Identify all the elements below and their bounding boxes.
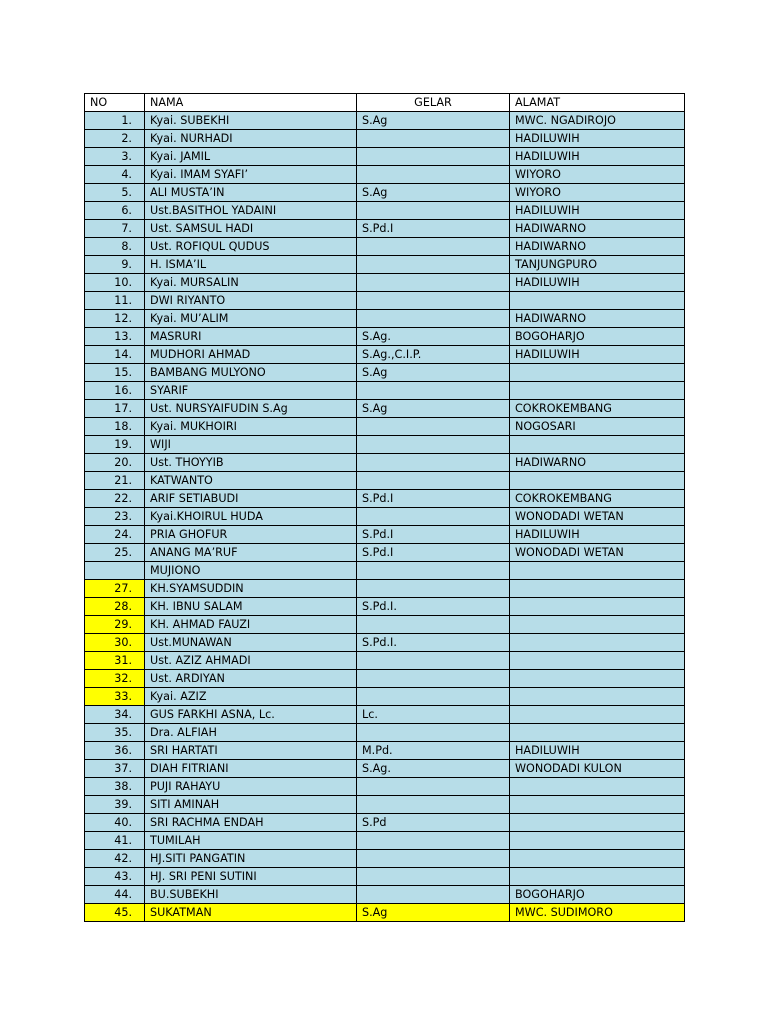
header-gelar: GELAR [357,94,510,112]
cell-nama: Kyai. IMAM SYAFI’ [145,166,357,184]
table-row [85,148,685,166]
cell-nama: Kyai. JAMIL [145,148,357,166]
cell-nama: KH. IBNU SALAM [145,598,357,616]
cell-no: 32. [85,670,145,688]
cell-nama: SRI RACHMA ENDAH [145,814,357,832]
cell-nama: KATWANTO [145,472,357,490]
cell-no: 1. [85,112,145,130]
cell-alamat [510,580,685,598]
table-row [85,760,685,778]
cell-alamat [510,868,685,886]
cell-no: 21. [85,472,145,490]
cell-alamat: WONODADI WETAN [510,508,685,526]
table-body [85,112,685,922]
cell-nama: Kyai. MUKHOIRI [145,418,357,436]
cell-nama: Ust.BASITHOL YADAINI [145,202,357,220]
cell-alamat [510,670,685,688]
cell-gelar: M.Pd. [357,742,510,760]
cell-gelar: S.Ag.,C.I.P. [357,346,510,364]
cell-no: 27. [85,580,145,598]
cell-no: 18. [85,418,145,436]
cell-alamat: HADIWARNO [510,454,685,472]
cell-alamat: MWC. NGADIROJO [510,112,685,130]
cell-nama: ALI MUSTA’IN [145,184,357,202]
table-row [85,364,685,382]
table-row [85,490,685,508]
cell-nama: Kyai. SUBEKHI [145,112,357,130]
cell-alamat [510,436,685,454]
table-row [85,886,685,904]
cell-gelar [357,868,510,886]
cell-alamat [510,778,685,796]
cell-nama: PRIA GHOFUR [145,526,357,544]
cell-nama: MUJIONO [145,562,357,580]
cell-nama: SITI AMINAH [145,796,357,814]
header-no: NO [85,94,145,112]
table-row [85,562,685,580]
cell-nama: DWI RIYANTO [145,292,357,310]
table-row [85,112,685,130]
cell-no: 17. [85,400,145,418]
cell-alamat: HADILUWIH [510,526,685,544]
cell-gelar: S.Ag [357,400,510,418]
cell-gelar: S.Pd.I. [357,634,510,652]
cell-alamat: NOGOSARI [510,418,685,436]
cell-gelar [357,670,510,688]
cell-gelar: S.Ag [357,904,510,922]
table-row [85,472,685,490]
cell-alamat [510,688,685,706]
cell-alamat: HADIWARNO [510,238,685,256]
cell-gelar [357,274,510,292]
cell-alamat: HADILUWIH [510,130,685,148]
cell-no: 19. [85,436,145,454]
cell-no: 41. [85,832,145,850]
cell-gelar [357,418,510,436]
cell-nama: Dra. ALFIAH [145,724,357,742]
table-row [85,310,685,328]
cell-no: 43. [85,868,145,886]
header-nama: NAMA [145,94,357,112]
cell-gelar [357,166,510,184]
cell-no: 13. [85,328,145,346]
cell-no: 6. [85,202,145,220]
table-row [85,418,685,436]
cell-alamat: TANJUNGPURO [510,256,685,274]
table-row [85,850,685,868]
table-row [85,328,685,346]
cell-nama: SUKATMAN [145,904,357,922]
cell-alamat: HADIWARNO [510,310,685,328]
cell-no: 28. [85,598,145,616]
cell-nama: WIJI [145,436,357,454]
cell-alamat [510,634,685,652]
cell-gelar: S.Ag. [357,328,510,346]
cell-alamat [510,364,685,382]
cell-gelar: S.Ag. [357,760,510,778]
cell-no: 39. [85,796,145,814]
cell-no: 34. [85,706,145,724]
table-row [85,742,685,760]
cell-alamat [510,652,685,670]
cell-gelar: S.Pd.I. [357,598,510,616]
cell-alamat [510,832,685,850]
table-row [85,184,685,202]
cell-gelar: Lc. [357,706,510,724]
table-row [85,688,685,706]
table-row [85,616,685,634]
cell-gelar [357,238,510,256]
cell-no: 33. [85,688,145,706]
table-row [85,544,685,562]
table-row [85,202,685,220]
table-header [85,94,685,112]
cell-nama: BAMBANG MULYONO [145,364,357,382]
cell-no: 8. [85,238,145,256]
cell-no: 3. [85,148,145,166]
table-row [85,580,685,598]
cell-no: 7. [85,220,145,238]
cell-no: 35. [85,724,145,742]
cell-alamat: HADILUWIH [510,202,685,220]
table-row [85,706,685,724]
cell-no: 31. [85,652,145,670]
cell-no: 29. [85,616,145,634]
cell-no: 20. [85,454,145,472]
cell-no: 5. [85,184,145,202]
header-row [85,94,685,112]
cell-no: 25. [85,544,145,562]
cell-no: 37. [85,760,145,778]
cell-no: 10. [85,274,145,292]
cell-nama: SYARIF [145,382,357,400]
header-alamat: ALAMAT [510,94,685,112]
table-row [85,778,685,796]
cell-gelar [357,796,510,814]
cell-nama: HJ.SITI PANGATIN [145,850,357,868]
cell-gelar [357,616,510,634]
cell-nama: Kyai. AZIZ [145,688,357,706]
cell-gelar [357,292,510,310]
member-table [84,93,685,922]
cell-alamat: COKROKEMBANG [510,490,685,508]
cell-alamat: HADILUWIH [510,346,685,364]
cell-alamat: COKROKEMBANG [510,400,685,418]
cell-alamat [510,814,685,832]
cell-nama: HJ. SRI PENI SUTINI [145,868,357,886]
table-row [85,634,685,652]
cell-gelar [357,832,510,850]
cell-gelar [357,508,510,526]
cell-nama: GUS FARKHI ASNA, Lc. [145,706,357,724]
cell-nama: Kyai. MU’ALIM [145,310,357,328]
table-row [85,220,685,238]
cell-alamat: HADILUWIH [510,148,685,166]
cell-no: 45. [85,904,145,922]
table-row [85,868,685,886]
cell-gelar [357,256,510,274]
table-row [85,382,685,400]
cell-nama: Kyai.KHOIRUL HUDA [145,508,357,526]
cell-alamat: HADILUWIH [510,742,685,760]
cell-alamat [510,562,685,580]
cell-no: 16. [85,382,145,400]
cell-nama: H. ISMA’IL [145,256,357,274]
cell-alamat: WONODADI KULON [510,760,685,778]
cell-gelar: S.Pd [357,814,510,832]
cell-gelar [357,436,510,454]
cell-nama: Ust. ROFIQUL QUDUS [145,238,357,256]
cell-nama: DIAH FITRIANI [145,760,357,778]
cell-nama: Ust. NURSYAIFUDIN S.Ag [145,400,357,418]
cell-nama: Ust. AZIZ AHMADI [145,652,357,670]
cell-gelar: S.Ag [357,112,510,130]
cell-alamat [510,616,685,634]
cell-alamat [510,850,685,868]
cell-nama: ARIF SETIABUDI [145,490,357,508]
cell-nama: PUJI RAHAYU [145,778,357,796]
cell-gelar [357,472,510,490]
cell-no: 22. [85,490,145,508]
cell-gelar [357,652,510,670]
table-row [85,598,685,616]
table-row [85,652,685,670]
cell-no: 11. [85,292,145,310]
cell-gelar [357,202,510,220]
cell-gelar: S.Pd.I [357,490,510,508]
cell-no: 12. [85,310,145,328]
cell-nama: Kyai. MURSALIN [145,274,357,292]
cell-gelar: S.Pd.I [357,544,510,562]
cell-gelar: S.Pd.I [357,526,510,544]
cell-no: 4. [85,166,145,184]
cell-alamat: BOGOHARJO [510,328,685,346]
table-row [85,796,685,814]
cell-no: 14. [85,346,145,364]
cell-alamat [510,706,685,724]
table-row [85,832,685,850]
cell-alamat: HADIWARNO [510,220,685,238]
cell-alamat: WONODADI WETAN [510,544,685,562]
table-row [85,814,685,832]
table-row [85,292,685,310]
table-row [85,274,685,292]
cell-alamat [510,472,685,490]
cell-gelar: S.Ag [357,364,510,382]
cell-no: 2. [85,130,145,148]
cell-nama: Kyai. NURHADI [145,130,357,148]
table-row [85,400,685,418]
cell-nama: Ust.MUNAWAN [145,634,357,652]
table-row [85,670,685,688]
cell-gelar [357,850,510,868]
table-row [85,166,685,184]
cell-gelar [357,130,510,148]
cell-alamat: MWC. SUDIMORO [510,904,685,922]
cell-gelar [357,382,510,400]
cell-gelar [357,454,510,472]
table-row [85,904,685,922]
cell-nama: Ust. SAMSUL HADI [145,220,357,238]
cell-gelar [357,148,510,166]
cell-gelar: S.Ag [357,184,510,202]
cell-gelar [357,886,510,904]
cell-nama: Ust. ARDIYAN [145,670,357,688]
cell-no: 36. [85,742,145,760]
table-row [85,130,685,148]
cell-alamat [510,796,685,814]
cell-nama: MASRURI [145,328,357,346]
cell-gelar [357,580,510,598]
cell-no: 30. [85,634,145,652]
cell-gelar: S.Pd.I [357,220,510,238]
table-row [85,724,685,742]
cell-nama: SRI HARTATI [145,742,357,760]
cell-alamat: BOGOHARJO [510,886,685,904]
cell-no: 40. [85,814,145,832]
table-row [85,454,685,472]
cell-alamat [510,292,685,310]
cell-no: 9. [85,256,145,274]
cell-nama: KH.SYAMSUDDIN [145,580,357,598]
cell-nama: KH. AHMAD FAUZI [145,616,357,634]
cell-alamat [510,724,685,742]
cell-nama: MUDHORI AHMAD [145,346,357,364]
cell-gelar [357,688,510,706]
cell-no: 24. [85,526,145,544]
table-row [85,346,685,364]
table-row [85,436,685,454]
cell-no: 44. [85,886,145,904]
table-row [85,256,685,274]
cell-alamat: WIYORO [510,166,685,184]
cell-alamat: WIYORO [510,184,685,202]
cell-no [85,562,145,580]
cell-alamat: HADILUWIH [510,274,685,292]
cell-no: 38. [85,778,145,796]
cell-alamat [510,598,685,616]
cell-nama: TUMILAH [145,832,357,850]
cell-no: 15. [85,364,145,382]
cell-gelar [357,310,510,328]
cell-no: 23. [85,508,145,526]
table-row [85,508,685,526]
cell-gelar [357,562,510,580]
table-row [85,526,685,544]
cell-gelar [357,778,510,796]
cell-gelar [357,724,510,742]
cell-alamat [510,382,685,400]
cell-nama: BU.SUBEKHI [145,886,357,904]
cell-no: 42. [85,850,145,868]
cell-nama: ANANG MA’RUF [145,544,357,562]
table-row [85,238,685,256]
cell-nama: Ust. THOYYIB [145,454,357,472]
